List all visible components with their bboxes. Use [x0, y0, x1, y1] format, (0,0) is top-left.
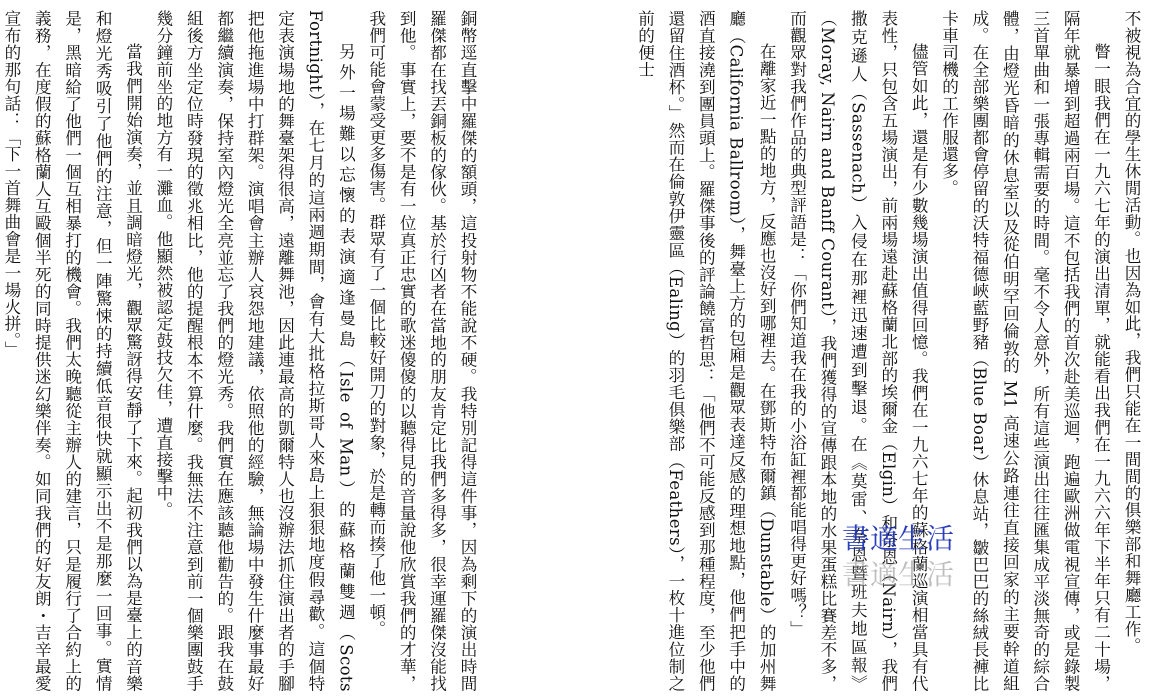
watermark-shadow-text: 書適生活	[842, 558, 955, 591]
left-page	[1, 10, 482, 692]
watermark-text: 書適生活	[842, 522, 955, 555]
paragraph: 瞥一眼我們在一九六七年的演出清單，就能看出我們在一九六六年下半年只有二十場，隔年就暴增到超過兩百場。這不包括我們的首次赴美巡迴，跑遍歐洲做電視宣傳，或是錄製三首單曲和一張專輯需要的時間。毫不令人意外，所有這些演出往往匯集成平淡無奇的綜合體，由燈光昏暗的休息室以及從伯明罕回倫敦的 M1 高速公路連往直接回家的主要幹道組成。在全部樂團都會停留的沃特福德峽藍野豬（Blue Boar）休息站，皺巴巴的絲絨長褲比卡車司機的工作服還多。	[939, 10, 1111, 692]
paragraph: 在離家近一點的地方，反應也沒好到哪裡去。在鄧斯特布爾鎮（Dunstable）的加州舞廳（California Ballroom），舞臺上方的包廂是觀眾表達反感的理想地點，他們把手中的酒直接澆到團員頭上。羅傑事後的評論饒富哲思：「他們不可能反感到那種程度，至少他們還留住酒杯。」然而在倫敦伊靈區（Ealing）的羽毛俱樂部（Feathers），一枚十進位制之前的便士	[635, 10, 777, 692]
paragraph: 當我們開始演奏，並且調暗燈光，觀眾驚訝得安靜了下來。起初我們以為是臺上的音樂和燈光秀吸引了他們的注意，但一陣驚悚的持續低音很快就顯示出不是那麼一回事。實情是，黑暗給了他們一個互相暴打的機會。我們太晚聽從主辦人的建言，只是履行了合約上的義務，在度假的蘇格蘭人互毆個半死的同時提供迷幻樂伴奏。如同我們的好友朗・吉辛最愛宣布的那句話：「下一首舞曲會是一場火拼。」	[1, 10, 143, 692]
paragraph: 儘管如此，還是有少數幾場演出值得回憶。我們在一九六七年的蘇格蘭巡演相當具有代表性，只包含五場演出，前兩場遠赴蘇格蘭北部的埃爾金（Elgin）和奈恩（Nairn），我們撒克遜人（Sassenach）入侵在那裡迅速遭到擊退。在《莫雷、奈恩暨班夫地區報》（Moray, Nairn and Banff Courant），我們獲得的宣傳跟本地的水果蛋糕比賽差不多，而觀眾對我們作品的典型評語是：「你們知道我在我的小浴缸裡都能唱得更好嗎？」	[787, 10, 929, 692]
watermark	[842, 522, 982, 602]
paragraph: 另外一場難以忘懷的表演適逢曼島（Isle of Man）的蘇格蘭雙週（Scots Fortnight），在七月的這兩週期間，會有大批格拉斯哥人來島上狠狠地度假尋歡。這個特定表演場地的舞臺架得很高，遠離舞池，因此連最高的凱爾特人也沒辦法抓住演出者的手腳把他拖進場中打群架。演唱會主辦人哀怨地建議，依照他的經驗，無論場中發生什麼事最好都繼續演奏，保持室內燈光全亮並忘了我們的燈光秀。我們實在應該聽他勸告的。跟我在鼓組後方坐定位時發現的徵兆相比，他的提醒根本不算什麼。我無法不注意到前一個樂團鼓手幾分鐘前坐的地方有一灘血。他顯然被認定鼓技欠佳，遭直接擊中。	[153, 10, 356, 692]
paragraph: 銅幣逕直擊中羅傑的額頭，這投射物不能說不硬。我特別記得這件事，因為剩下的演出時間羅傑都在找丟銅板的傢伙。基於行凶者在當地的朋友肯定比我們多得多，很幸運羅傑沒能找到他。事實上，要不是有一位真正忠實的歌迷傻傻的以聽得見的音量說他欣賞我們的才華，我們可能會蒙受更多傷害。群眾有了一個比較好開刀的對象，於是轉而揍了他一頓。	[366, 10, 477, 692]
paragraph: 不被視為合宜的學生休閒活動。也因為如此，我們只能在一間間的俱樂部和舞廳工作。	[1122, 10, 1141, 655]
